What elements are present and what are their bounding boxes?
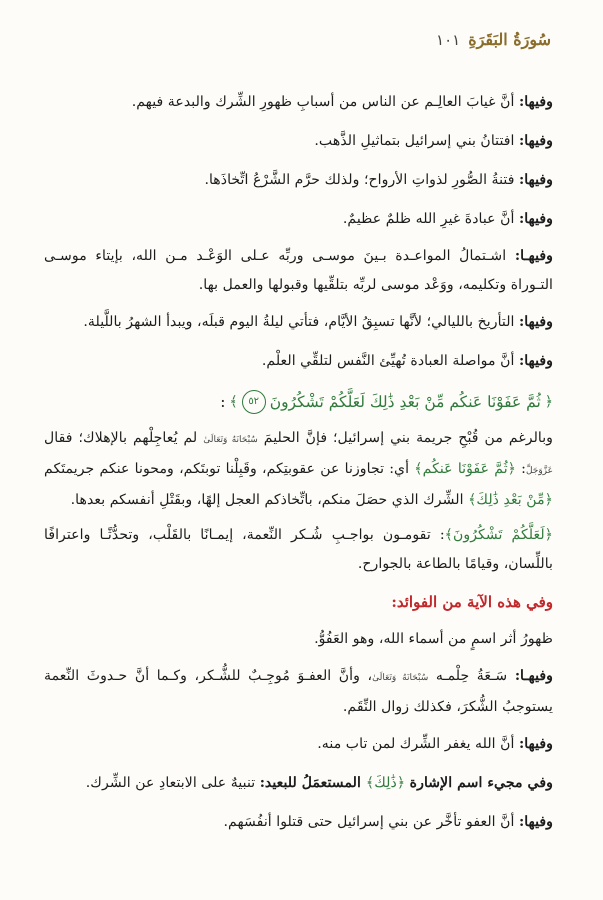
honorific: سُبْحَانَهُ وَتَعَالَىٰ	[372, 673, 429, 683]
quran-quote: ﴿ثُمَّ عَفَوْنَا عَنكُم﴾	[414, 461, 516, 477]
verse-open-bracket: ﴿	[544, 394, 553, 410]
verse-text: ثُمَّ عَفَوْنَا عَنكُم مِّنْ بَعْدِ ذَٰلِكَ لَعَلَّكُمْ تَشْكُرُونَ	[269, 393, 541, 411]
quote-text: مِّنْ بَعْدِ ذَٰلِكَ	[476, 492, 545, 508]
quote-text: لَعَلَّكُمْ تَشْكُرُونَ	[452, 527, 545, 543]
benefit-text: افتتانُ بني إسرائيل بتماثيلِ الذَّهب.	[314, 133, 519, 149]
tafsir-text: وبالرغم من قُبْحِ جريمة بني إسرائيل؛ فإنَّ الحليمَ	[263, 430, 554, 446]
tafsir-paragraph: وبالرغم من قُبْحِ جريمة بني إسرائيل؛ فإنَّ الحليمَ سُبْحَانَهُ وَتَعَالَىٰ لم يُعاجِلْهم بالإهلاك؛ فقال عَزَّوَجَلَّ: ﴿ثُمَّ عَفَوْنَا عَنكُم﴾ أي: تجاوزنا عن عقوبتِكم، وقَبِلْنا توبتَكم، ومحونا عنكم جريمتَكم ﴿مِّنْ بَعْدِ ذَٰلِكَ﴾ الشِّرك الذي حصَلَ منكم، باتِّخاذكم العجل إلهًا، وبقَتْلِ أنفسكم بعدها.	[44, 430, 554, 508]
benefit-paragraph	[44, 728, 553, 761]
benefit-lead: وفيها:	[518, 353, 553, 369]
benefit-paragraph	[44, 767, 553, 800]
benefit-text: سَـعَةُ حِلْمـه	[428, 668, 515, 684]
benefit-text: تنبيهٌ على الابتعادِ عن الشِّرك.	[85, 775, 260, 791]
quote-text: ذَٰلِكَ	[374, 775, 397, 791]
benefit-text: أنَّ عبادةَ غيرِ الله ظلمٌ عظيمٌ.	[342, 211, 519, 227]
benefit-lead: وفيها:	[518, 94, 553, 110]
benefit-paragraph	[44, 306, 553, 339]
benefit-lead: وفيها:	[518, 814, 553, 830]
benefit-paragraph	[44, 203, 553, 236]
benefit-paragraph	[44, 242, 553, 300]
benefit-lead: وفيها:	[518, 314, 553, 330]
benefit-paragraph	[44, 345, 553, 378]
benefit-paragraph: ظهورُ أثر اسمٍ من أسماء الله، وهو العَفُوُّ.	[314, 631, 553, 647]
benefit-lead: وفيهـا:	[514, 668, 553, 684]
honorific: سُبْحَانَهُ وَتَعَالَىٰ	[203, 435, 258, 445]
quote-text: ثُمَّ عَفَوْنَا عَنكُم	[422, 461, 508, 477]
tafsir-text: لم يُعاجِلْهم بالإهلاك؛ فقال	[44, 430, 198, 446]
benefit-lead: وفيها:	[518, 211, 553, 227]
quran-quote: ﴿مِّنْ بَعْدِ ذَٰلِكَ﴾	[468, 492, 553, 508]
benefit-paragraph	[44, 806, 553, 839]
benefit-paragraph	[44, 164, 553, 197]
verse-colon: :	[220, 393, 226, 411]
benefit-lead: وفيها:	[518, 133, 553, 149]
benefit-text: اشـتمالُ المواعـدة بـينَ موسـى وربِّه عـلى الوَعْـد مـن الله، بإيتاء موسـى التـوراة وتكليمه، ووَعْد موسى لربِّه بتلقِّيها وقبولها والعمل بها.	[44, 248, 553, 293]
verse-close-bracket: ﴾	[229, 394, 238, 410]
quran-quote: ﴿لَعَلَّكُمْ تَشْكُرُونَ﴾	[444, 527, 553, 543]
benefit-lead: وفيهـا:	[514, 248, 553, 264]
page-header	[42, 30, 551, 49]
quran-verse	[44, 384, 553, 420]
tafsir-text: أي: تجاوزنا عن عقوبتِكم، وقَبِلْنا توبتَكم، ومحونا عنكم جريمتَكم	[44, 461, 410, 477]
benefits-heading: وفي هذه الآية من الفوائد:	[391, 593, 553, 611]
benefit-paragraph	[44, 662, 553, 722]
tafsir-text: الشِّرك الذي حصَلَ منكم، باتِّخاذكم العجل إلهًا، وبقَتْلِ أنفسكم بعدها.	[70, 492, 464, 508]
benefit-text: أنَّ العفو تأخَّر عن بني إسرائيل حتى قتلوا أنفُسَهم.	[223, 814, 519, 830]
benefit-paragraph	[44, 125, 553, 158]
quran-quote: ﴿ذَٰلِكَ﴾	[365, 775, 406, 791]
benefit-text: أنَّ مواصلة العبادة تُهيِّئ النَّفس لتلقِّي العلْم.	[261, 353, 519, 369]
benefit-text: التأريخ بالليالي؛ لأنَّها تسبِقُ الأيَّام، فتأتي ليلةُ اليوم قبلَه، ويبدأ الشهرُ باللَّيلة.	[83, 314, 519, 330]
benefit-lead: وفي مجيء اسم الإشارة	[409, 775, 553, 791]
benefit-lead: المستعمَلُ للبعيد:	[259, 775, 366, 791]
surah-title: سُورَةُ البَقَرَةِ	[468, 30, 551, 49]
benefit-text: أنَّ الله يغفر الشِّرك لمن تاب منه.	[317, 736, 519, 752]
benefit-lead: وفيها:	[518, 172, 553, 188]
page-body	[44, 86, 553, 845]
benefit-text: أنَّ غيابَ العالِـم عن الناس من أسبابِ ظهورِ الشِّرك والبدعة فيهم.	[131, 94, 519, 110]
benefit-paragraph	[44, 86, 553, 119]
honorific: عَزَّوَجَلَّ	[525, 466, 553, 476]
tafsir-paragraph: ﴿لَعَلَّكُمْ تَشْكُرُونَ﴾: تقومـون بواجـبِ شُـكر النِّعمة، إيمـانًا بالقَلْب، وتحدُّثًـا واعترافًا باللِّسان، وقيامًا بالطاعة بالجوارح.	[44, 527, 553, 572]
benefit-text: ، وأنَّ العفـوَ مُوجِـبٌ للشُّـكر، وكـما أنَّ حـدوثَ النِّعمة يستوجبُ الشُّكرَ، فكذلك زوال النِّقَم.	[44, 668, 553, 715]
tafsir-text: تقومـون بواجـبِ شُـكر النِّعمة، إيمـانًا بالقَلْب، وتحدُّثًـا واعترافًا باللِّسان، وقيامًا بالطاعة بالجوارح.	[44, 527, 553, 572]
benefit-lead: وفيها:	[518, 736, 553, 752]
ayah-number-marker: ٥٢	[242, 390, 266, 414]
page-number: ١٠١	[436, 31, 461, 49]
benefit-text: فتنةُ الصُّورِ لذواتِ الأرواح؛ ولذلك حرَّم الشَّرْعُ اتِّخاذَها.	[204, 172, 519, 188]
